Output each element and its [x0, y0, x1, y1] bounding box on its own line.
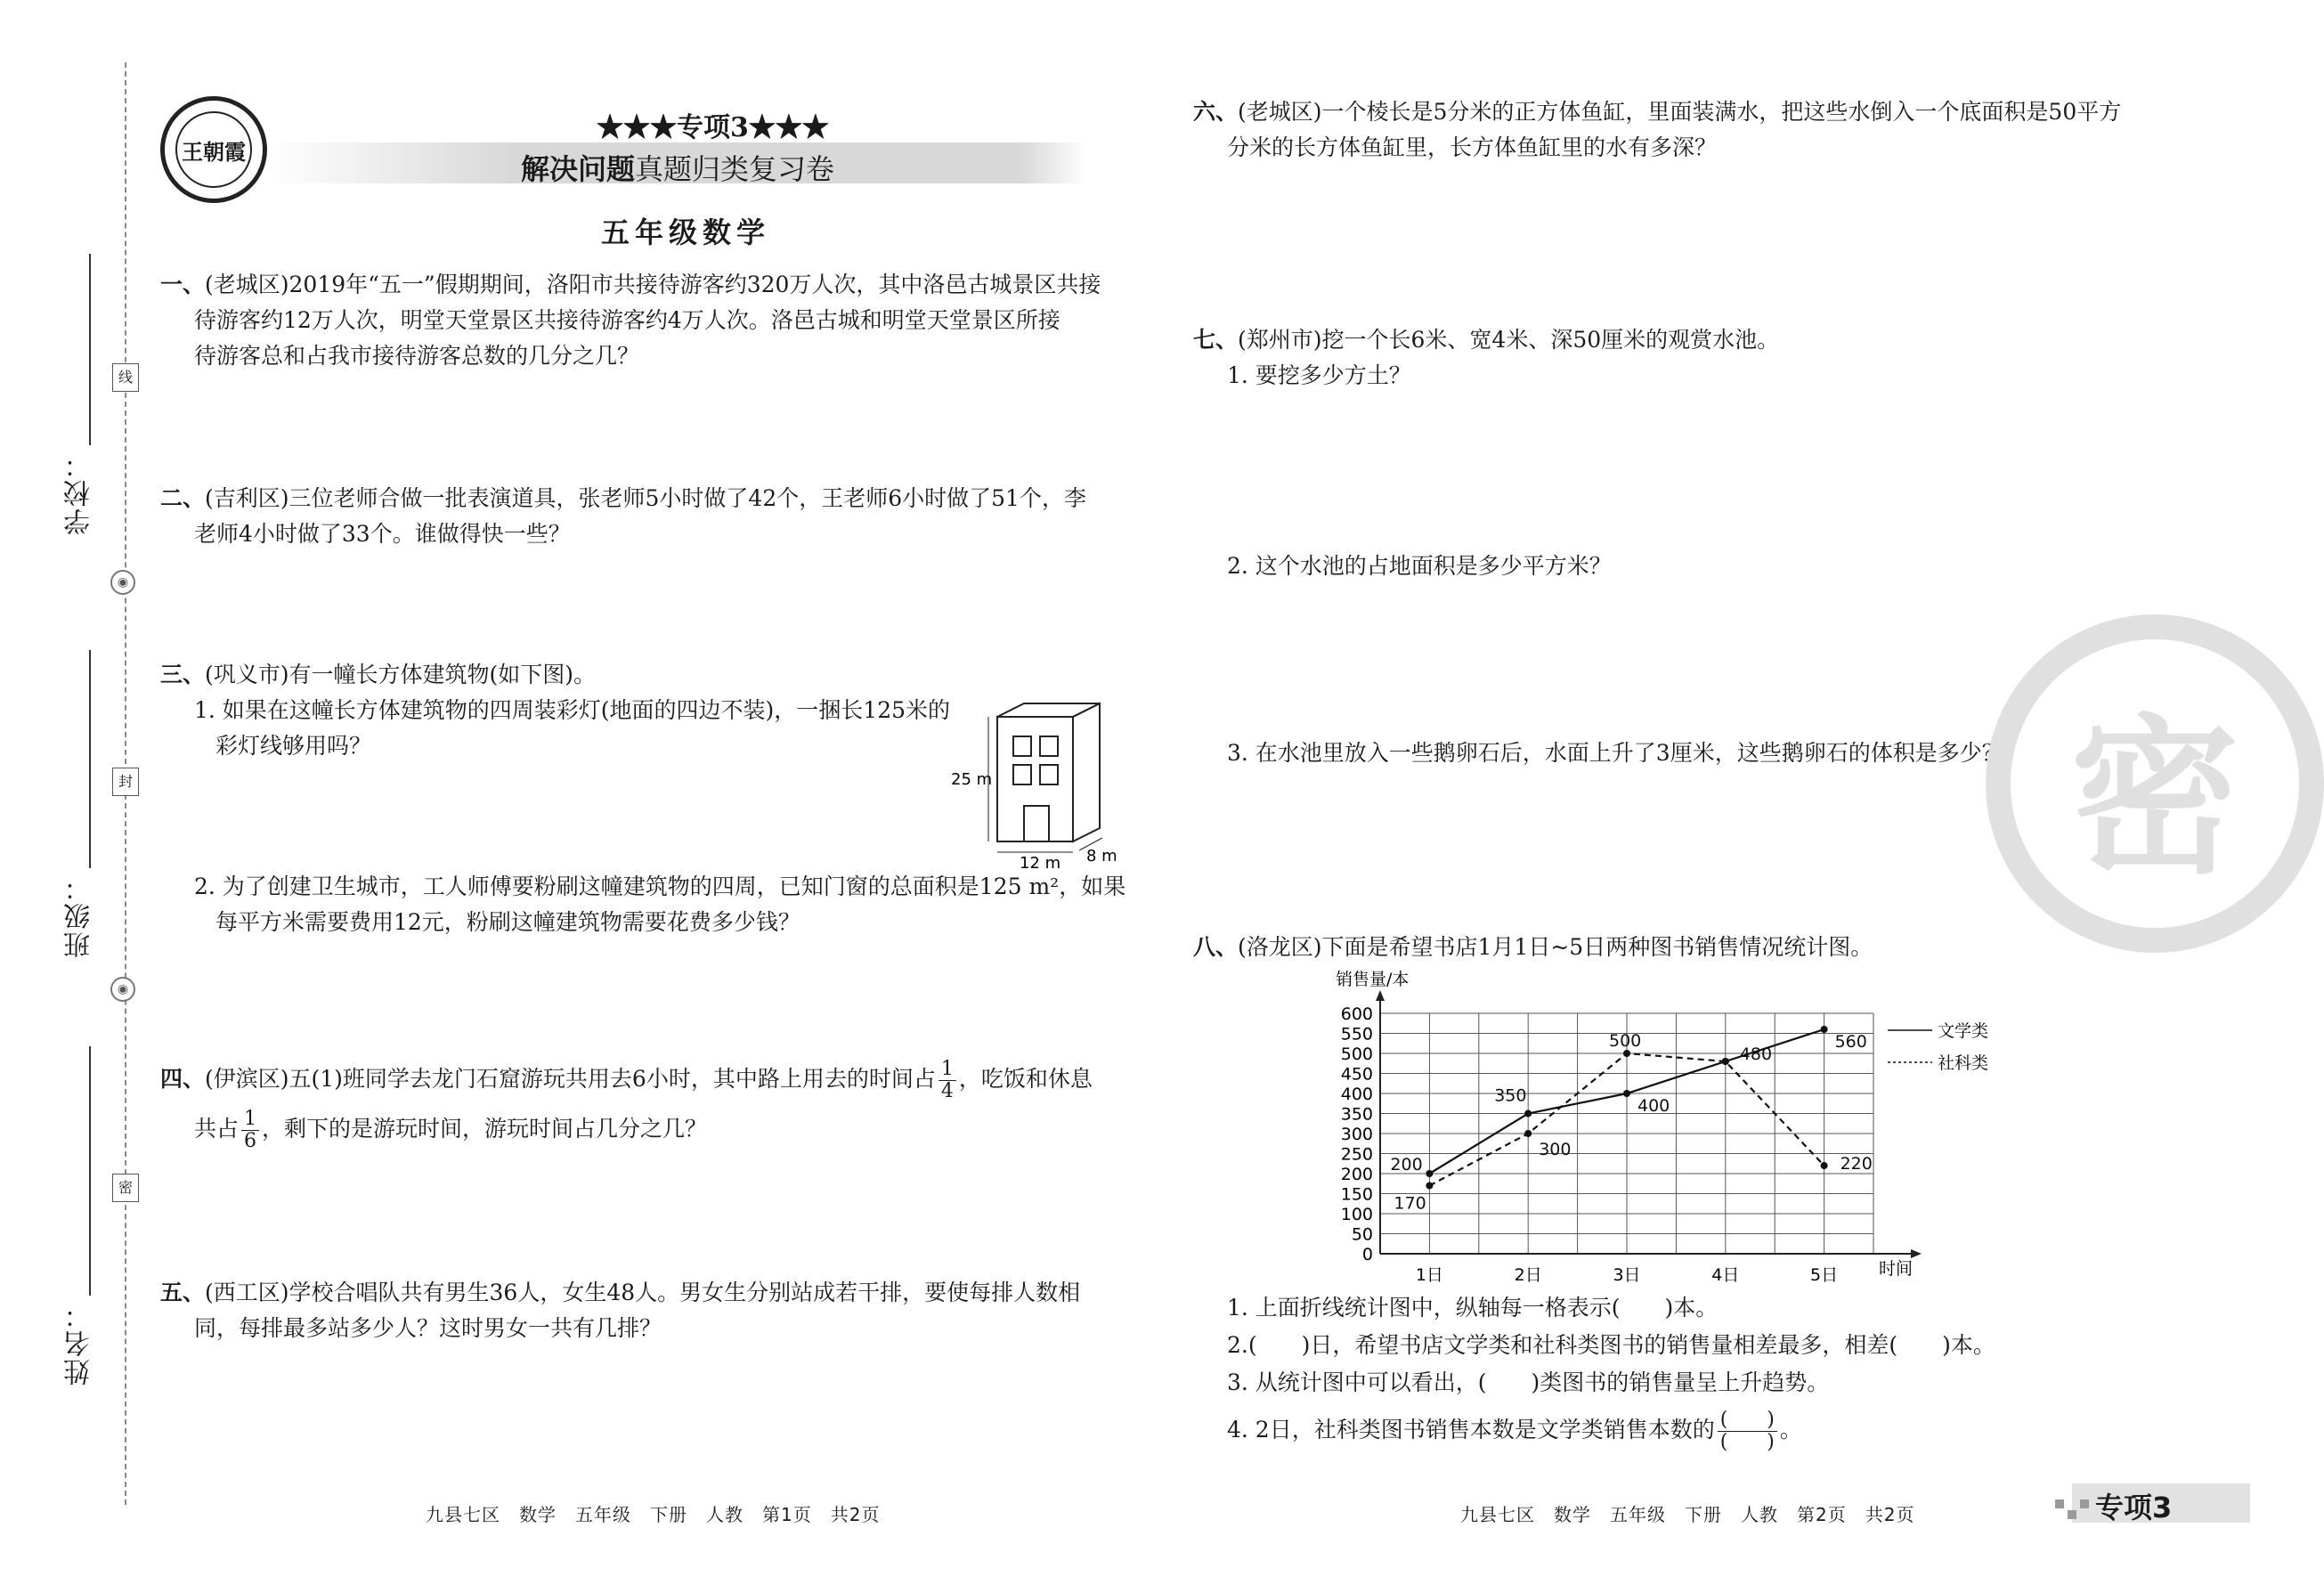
question-8	[1193, 930, 2190, 965]
publisher-logo	[160, 96, 267, 203]
chart-y-tick-label: 150	[1340, 1184, 1373, 1205]
sales-line-chart	[1309, 962, 1989, 1291]
question-text: ，剩下的是游玩时间，游玩时间占几分之几？	[262, 1116, 708, 1142]
fraction: $\frac{( )}{( )}$	[1718, 1410, 1777, 1453]
chart-data-label: 480	[1739, 1044, 1773, 1064]
chart-x-tick-label: 4日	[1711, 1265, 1740, 1285]
question-8-parts	[1227, 1289, 2224, 1455]
question-text: 同，每排最多站多少人？这时男女一共有几排？	[194, 1315, 662, 1341]
question-2	[160, 481, 1122, 552]
question-number: 八、	[1193, 934, 1239, 960]
question-text: (老城区)2019年“五一”假期期间，洛阳市共接待游客约320万人次，其中洛邑古城景区共接	[205, 272, 1101, 297]
school-label: 学校：	[64, 450, 95, 535]
question-text: (西工区)学校合唱队共有男生36人，女生48人。男女生分别站成若干排，要使每排人数相	[205, 1280, 1081, 1305]
name-label: 姓名：	[64, 1300, 95, 1386]
question-3-part-2	[160, 869, 1175, 940]
chart-x-tick-label: 5日	[1810, 1265, 1839, 1285]
section-tab-label: 专项3	[2095, 1491, 2173, 1524]
question-7-part-2: 2. 这个水池的占地面积是多少平方米？	[1227, 553, 1612, 579]
chart-data-label: 220	[1840, 1154, 1873, 1174]
question-text: 3. 从统计图中可以看出，( )类图书的销售量呈上升趋势。	[1227, 1369, 1830, 1395]
question-text: 待游客约12万人次，明堂天堂景区共接待游客约4万人次。洛邑古城和明堂天堂景区所接	[194, 307, 1060, 333]
question-text: 共占	[194, 1116, 240, 1142]
question-text: 每平方米需要费用12元，粉刷这幢建筑物需要花费多少钱？	[215, 909, 800, 935]
question-text: 老师4小时做了33个。谁做得快一些？	[194, 521, 571, 547]
building-figure	[944, 699, 1122, 873]
chart-x-axis-label: 时间	[1879, 1259, 1914, 1279]
binding-mark-line: 线	[112, 363, 139, 392]
question-number: 七、	[1193, 327, 1239, 353]
question-7-part-3: 3. 在水池里放入一些鹅卵石后，水面上升了3厘米，这些鹅卵石的体积是多少？	[1227, 740, 2004, 766]
question-text: (巩义市)有一幢长方体建筑物(如下图)。	[205, 662, 597, 687]
question-text: ，吃饭和休息	[958, 1066, 1093, 1092]
chart-y-axis-label: 销售量/本	[1336, 970, 1410, 989]
question-text: 彩灯线够用吗？	[215, 733, 372, 759]
binding-hole-icon: ◉	[110, 977, 135, 1002]
footer-left: 九县七区 数学 五年级 下册 人教 第1页 共2页	[426, 1504, 881, 1525]
question-number: 四、	[160, 1066, 206, 1092]
chart-x-axis-arrow	[1911, 1249, 1922, 1258]
chart-data-point	[1623, 1050, 1630, 1057]
binding-hole-icon: ◉	[110, 570, 135, 595]
page-subtitle: 五年级数学	[601, 215, 771, 249]
question-text: 2. 为了创建卫生城市，工人师傅要粉刷这幢建筑物的四周，已知门窗的总面积是125 m²，如果	[194, 874, 1126, 899]
question-text: 分米的长方体鱼缸里，长方体鱼缸里的水有多深？	[1227, 134, 1718, 160]
chart-data-point	[1524, 1130, 1532, 1137]
question-number: 一、	[160, 272, 206, 297]
question-text: 4. 2日，社科类图书销售本数是文学类销售本数的	[1227, 1417, 1715, 1443]
binding-mark-seal: 封	[112, 768, 139, 796]
name-field[interactable]	[89, 1046, 91, 1296]
secret-watermark: 密	[1986, 614, 2324, 953]
chart-y-tick-label: 0	[1361, 1245, 1373, 1264]
chart-y-tick-label: 500	[1340, 1044, 1373, 1064]
chart-data-point	[1821, 1026, 1828, 1033]
chart-data-label: 560	[1834, 1032, 1867, 1052]
chart-legend-label: 社科类	[1938, 1053, 1989, 1073]
logo-text: 王朝霞	[175, 111, 252, 188]
chart-y-tick-label: 600	[1340, 1004, 1373, 1024]
question-1	[160, 267, 1122, 374]
chart-data-point	[1722, 1058, 1729, 1065]
tab-decoration	[2068, 1510, 2076, 1519]
chart-data-point	[1426, 1183, 1433, 1190]
question-text: 2.( )日，希望书店文学类和社科类图书的销售量相差最多，相差( )本。	[1227, 1332, 1995, 1358]
question-number: 六、	[1193, 99, 1239, 125]
chart-y-tick-label: 200	[1340, 1165, 1373, 1184]
chart-y-tick-label: 350	[1340, 1104, 1373, 1125]
fraction: $\frac{1}{4}$	[939, 1059, 956, 1102]
title-rest: 真题归类复习卷	[635, 152, 835, 186]
chart-x-tick-label: 1日	[1415, 1265, 1443, 1285]
chart-x-tick-label: 3日	[1613, 1265, 1641, 1285]
building-height-label: 25 m	[951, 770, 993, 789]
fraction: $\frac{1}{6}$	[241, 1109, 259, 1152]
chart-data-label: 300	[1539, 1140, 1572, 1159]
question-text: (郑州市)挖一个长6米、宽4米、深50厘米的观赏水池。	[1238, 327, 1780, 353]
question-number: 五、	[160, 1280, 206, 1305]
page-title	[521, 147, 834, 188]
chart-y-tick-label: 400	[1340, 1085, 1373, 1104]
question-text: 1. 要挖多少方土？	[1227, 362, 1411, 388]
chart-data-label: 170	[1394, 1193, 1426, 1214]
chart-data-label: 400	[1637, 1096, 1670, 1116]
tab-decoration	[2080, 1500, 2089, 1508]
building-width-label: 8 m	[1086, 847, 1117, 866]
chart-data-label: 500	[1609, 1031, 1642, 1051]
question-text: 1. 上面折线统计图中，纵轴每一格表示( )本。	[1227, 1295, 1719, 1321]
question-text: (洛龙区)下面是希望书店1月1日~5日两种图书销售情况统计图。	[1238, 934, 1873, 960]
class-field[interactable]	[89, 650, 91, 868]
chart-data-label: 200	[1390, 1155, 1423, 1174]
chart-legend-label: 文学类	[1938, 1021, 1989, 1041]
chart-data-label: 350	[1494, 1085, 1527, 1106]
question-number: 三、	[160, 662, 206, 687]
title-bold: 解决问题	[521, 152, 636, 186]
chart-y-tick-label: 250	[1340, 1144, 1373, 1165]
school-field[interactable]	[89, 254, 91, 445]
chart-data-point	[1623, 1090, 1630, 1097]
binding-mark-secret: 密	[112, 1174, 139, 1202]
chart-y-axis-arrow	[1376, 990, 1385, 1001]
chart-data-point	[1426, 1170, 1433, 1177]
series-label: ★★★专项3★★★	[597, 112, 829, 143]
chart-y-tick-label: 100	[1340, 1205, 1373, 1224]
question-text: (吉利区)三位老师合做一批表演道具，张老师5小时做了42个，王老师6小时做了51个，李	[205, 485, 1086, 511]
question-4	[160, 1054, 1175, 1154]
chart-data-point	[1821, 1162, 1828, 1169]
question-text: (伊滨区)五(1)班同学去龙门石窟游玩共用去6小时，其中路上用去的时间占	[205, 1066, 936, 1092]
chart-x-tick-label: 2日	[1514, 1265, 1542, 1285]
question-7	[1193, 322, 2190, 394]
question-number: 二、	[160, 485, 206, 511]
question-text: 1. 如果在这幢长方体建筑物的四周装彩灯(地面的四边不装)，一捆长125米的	[194, 697, 951, 723]
class-label: 班级：	[64, 873, 95, 958]
chart-y-tick-label: 50	[1351, 1224, 1373, 1245]
tab-decoration	[2055, 1500, 2064, 1508]
chart-y-tick-label: 300	[1340, 1125, 1373, 1144]
chart-data-point	[1524, 1110, 1532, 1118]
question-text: 。	[1779, 1417, 1802, 1443]
question-5	[160, 1275, 1175, 1346]
question-text: 待游客总和占我市接待游客总数的几分之几？	[194, 343, 640, 369]
chart-y-tick-label: 550	[1340, 1024, 1373, 1044]
building-length-label: 12 m	[1020, 854, 1061, 873]
question-6	[1193, 94, 2190, 166]
question-text: (老城区)一个棱长是5分米的正方体鱼缸，里面装满水，把这些水倒入一个底面积是50平方	[1238, 99, 2122, 125]
footer-right: 九县七区 数学 五年级 下册 人教 第2页 共2页	[1460, 1504, 1915, 1525]
chart-y-tick-label: 450	[1340, 1064, 1373, 1085]
